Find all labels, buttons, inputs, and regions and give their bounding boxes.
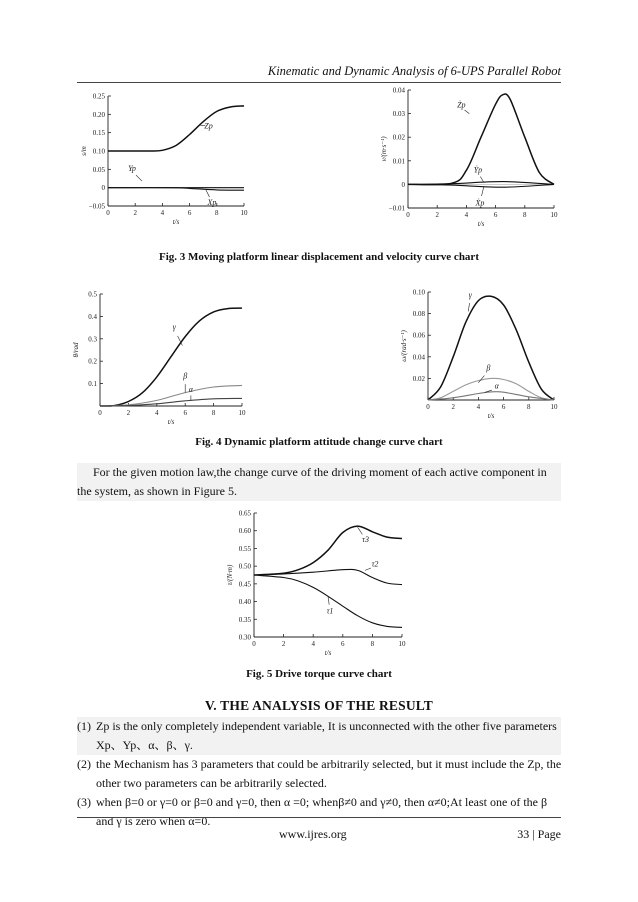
series-leader — [206, 190, 210, 197]
y-tick-label: 0.01 — [392, 157, 405, 166]
x-tick-label: 10 — [240, 209, 248, 217]
list-item-text: Zp is the only completely independent variable, It is unconnected with the other five parameters Xp、Yp、α、β、γ. — [96, 719, 557, 752]
series-label-b: τ2 — [371, 559, 379, 569]
chart-drive-torque — [222, 505, 418, 662]
footer-rule — [77, 817, 561, 818]
x-tick-label: 2 — [126, 409, 131, 417]
y-tick-label: 0.06 — [412, 331, 425, 340]
series-line-a — [428, 296, 554, 400]
chart-linear-displacement — [72, 86, 272, 236]
x-axis-label: t/s — [167, 418, 175, 426]
x-axis-label: t/s — [324, 649, 332, 657]
x-tick-label: 8 — [527, 403, 531, 411]
figure-5-caption: Fig. 5 Drive torque curve chart — [246, 668, 392, 680]
series-label-a: Żp — [457, 100, 466, 110]
y-axis-label: ω/(rad·s⁻¹) — [400, 330, 408, 362]
y-tick-label: 0.3 — [88, 335, 97, 344]
list-item — [77, 774, 561, 828]
y-tick-label: 0.40 — [238, 598, 251, 607]
x-tick-label: 2 — [133, 209, 137, 217]
x-tick-label: 10 — [238, 409, 246, 417]
series-leader — [482, 186, 484, 196]
body-paragraph: For the given motion law,the change curve of the driving moment of each active component in the system, as shown in Figure 5. — [77, 463, 561, 501]
series-label-c: Xp — [207, 197, 217, 207]
y-tick-label: 0.50 — [238, 562, 251, 571]
y-tick-label: 0.20 — [92, 110, 105, 119]
x-tick-label: 2 — [281, 640, 286, 648]
series-label-c: τ1 — [326, 606, 334, 616]
y-tick-label: 0.02 — [412, 374, 425, 383]
y-tick-label: 0.60 — [238, 527, 251, 536]
y-tick-label: 0 — [401, 180, 405, 189]
series-leader — [465, 110, 470, 114]
x-tick-label: 10 — [550, 211, 558, 219]
series-label-b: β — [183, 371, 188, 381]
y-tick-label: 0.65 — [238, 509, 251, 518]
x-tick-label: 8 — [211, 409, 216, 417]
y-tick-label: 0.30 — [238, 633, 251, 642]
x-tick-label: 10 — [398, 640, 406, 648]
y-tick-label: 0.04 — [412, 353, 425, 362]
y-axis-label: v/(m·s⁻¹) — [380, 136, 388, 162]
series-label-a: γ — [468, 290, 472, 300]
series-leader — [480, 177, 484, 183]
y-tick-label: 0.10 — [92, 147, 105, 156]
y-tick-label: 0.04 — [392, 86, 405, 95]
x-tick-label: 0 — [98, 409, 102, 417]
series-label-b: Yp — [128, 164, 136, 174]
list-item-text: when β=0 or γ=0 or β=0 and γ=0, then α =0; whenβ≠0 and γ≠0, then α≠0;At least one of the β and γ is zero when α=0. — [96, 795, 548, 828]
list-item-number: (1) — [77, 719, 91, 733]
y-tick-label: 0.15 — [92, 129, 105, 138]
x-axis-label: t/s — [172, 218, 180, 226]
x-tick-label: 6 — [501, 403, 506, 411]
series-line-b — [100, 385, 242, 406]
header-rule — [77, 82, 561, 83]
series-label-c: α — [494, 381, 499, 391]
series-leader — [468, 303, 469, 311]
x-tick-label: 2 — [435, 211, 439, 219]
y-tick-label: 0.03 — [392, 110, 405, 119]
y-tick-label: 0.55 — [238, 544, 251, 553]
series-leader — [365, 568, 371, 570]
y-tick-label: 0.05 — [92, 165, 105, 174]
x-tick-label: 0 — [426, 403, 430, 411]
figure-3-caption: Fig. 3 Moving platform linear displacement and velocity curve chart — [159, 251, 479, 263]
chart-attitude-angle — [72, 284, 282, 426]
y-axis-label: τ/(N·m) — [226, 564, 234, 586]
y-axis-label: θ/rad — [72, 342, 80, 358]
series-line-a — [254, 526, 402, 575]
y-tick-label: 0.5 — [88, 290, 97, 299]
series-label-b: Ẏp — [473, 165, 483, 175]
x-tick-label: 4 — [311, 640, 315, 648]
y-tick-label: −0.05 — [88, 202, 105, 211]
x-tick-label: 6 — [183, 409, 187, 417]
series-label-a: Zp — [204, 121, 213, 131]
x-axis-label: t/s — [477, 220, 485, 228]
series-label-a: γ — [172, 322, 176, 332]
series-leader — [136, 175, 142, 181]
series-leader — [358, 527, 363, 534]
series-label-c: α — [188, 385, 193, 395]
series-line-a — [108, 106, 244, 151]
x-tick-label: 0 — [406, 211, 410, 219]
x-tick-label: 8 — [215, 209, 219, 217]
series-line-c — [254, 575, 402, 627]
series-line-c — [408, 184, 554, 187]
figure-4-caption: Fig. 4 Dynamic platform attitude change curve chart — [195, 436, 443, 448]
chart-linear-velocity — [374, 84, 564, 238]
y-tick-label: 0.2 — [88, 357, 97, 366]
y-tick-label: 0.02 — [392, 133, 405, 142]
y-tick-label: −0.01 — [388, 204, 405, 213]
series-label-c: Ẋp — [475, 198, 485, 208]
y-tick-label: 0.08 — [412, 310, 425, 319]
y-tick-label: 0 — [101, 184, 105, 193]
list-item — [77, 717, 561, 755]
x-tick-label: 8 — [523, 211, 527, 219]
x-tick-label: 10 — [550, 403, 558, 411]
y-tick-label: 0.10 — [412, 288, 425, 297]
series-line-c — [428, 392, 554, 400]
x-tick-label: 6 — [341, 640, 345, 648]
x-tick-label: 6 — [493, 211, 498, 219]
y-tick-label: 0.4 — [88, 312, 97, 321]
section-title: V. THE ANALYSIS OF THE RESULT — [205, 698, 433, 713]
footer-page-number: 33 | Page — [517, 827, 561, 841]
x-tick-label: 2 — [451, 403, 455, 411]
x-tick-label: 0 — [252, 640, 256, 648]
x-tick-label: 4 — [160, 209, 165, 217]
x-tick-label: 4 — [464, 211, 469, 219]
footer-site: www.ijres.org — [279, 827, 347, 841]
x-tick-label: 8 — [370, 640, 375, 648]
y-tick-label: 0.45 — [238, 580, 251, 589]
running-title: Kinematic and Dynamic Analysis of 6-UPS Parallel Robot — [267, 64, 561, 78]
x-tick-label: 4 — [155, 409, 159, 417]
x-tick-label: 6 — [187, 209, 192, 217]
x-tick-label: 0 — [106, 209, 110, 217]
list-item-number: (2) — [77, 757, 91, 771]
series-label-b: β — [486, 363, 491, 373]
y-tick-label: 0.35 — [238, 615, 251, 624]
y-tick-label: 0.25 — [92, 92, 105, 101]
list-item-number: (3) — [77, 795, 91, 809]
x-tick-label: 4 — [476, 403, 481, 411]
series-label-a: τ3 — [362, 535, 370, 545]
series-line-b — [408, 182, 554, 185]
chart-attitude-rate — [396, 284, 572, 420]
y-tick-label: 0.1 — [88, 380, 97, 389]
series-line-a — [100, 308, 242, 406]
y-axis-label: s/m — [80, 146, 88, 156]
series-line-b — [428, 378, 554, 400]
list-item-text: the Mechanism has 3 parameters that could be arbitrarily selected, but it must include the Zp, the other two parameters can be arbitrarily selected. — [96, 757, 562, 790]
x-axis-label: t/s — [487, 412, 495, 420]
